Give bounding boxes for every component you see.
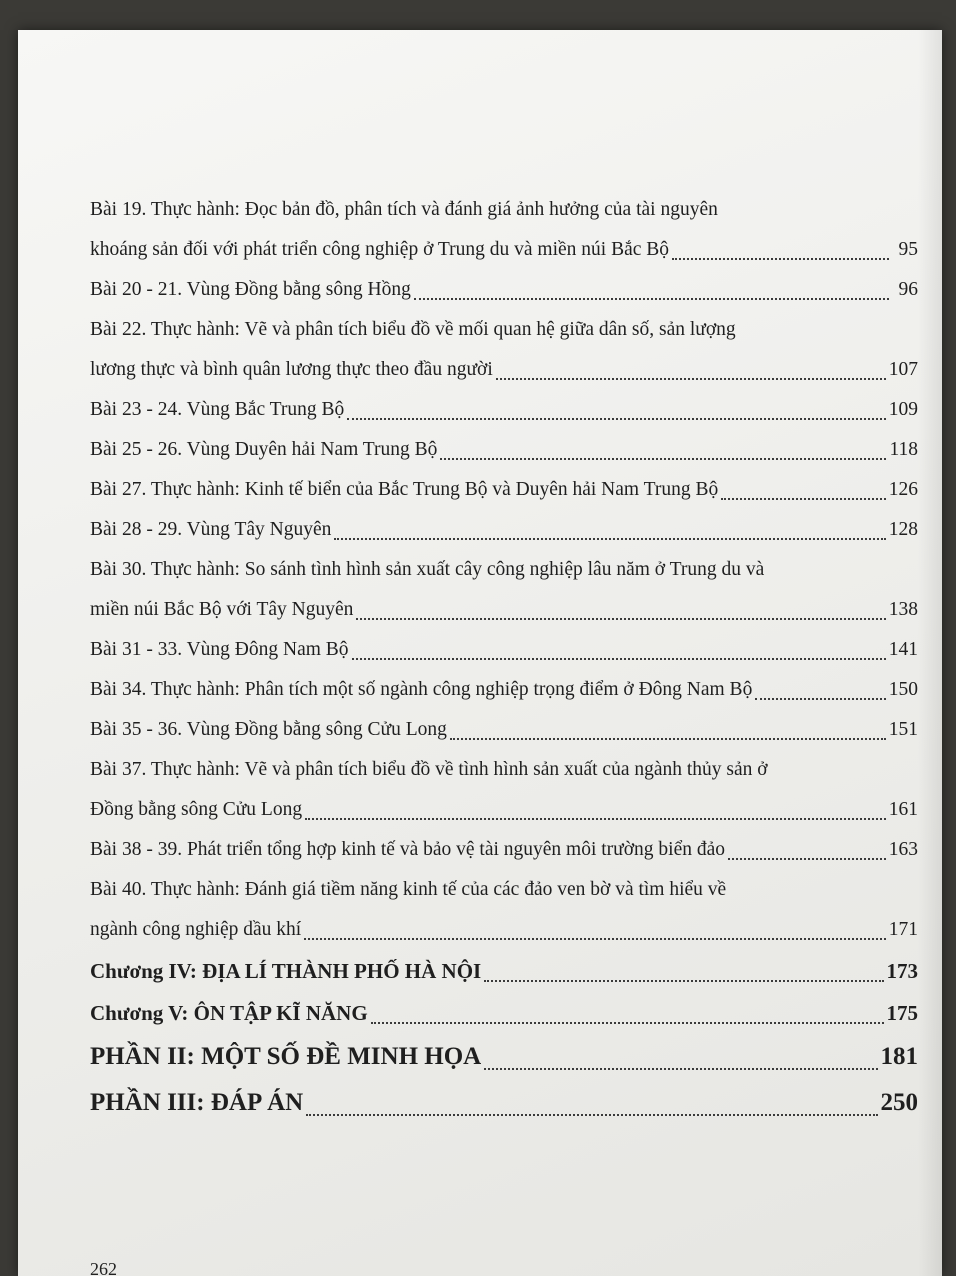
toc-part-title: PHẦN II: MỘT SỐ ĐỀ MINH HỌA (90, 1043, 482, 1070)
toc-entry-text: Bài 37. Thực hành: Vẽ và phân tích biểu đồ về tình hình sản xuất của ngành thủy sản ở (90, 759, 768, 780)
toc-page-number: 126 (888, 479, 918, 500)
dot-leader (305, 817, 886, 820)
dot-leader (721, 497, 886, 500)
toc-entry-text: Bài 30. Thực hành: So sánh tình hình sản xuất cây công nghiệp lâu năm ở Trung du và (90, 559, 765, 580)
toc-page-number: 141 (888, 639, 918, 660)
toc-entry-bai-20-21[interactable] (90, 270, 918, 310)
dot-leader (672, 257, 889, 260)
toc-page-number: 163 (888, 839, 918, 860)
toc-page-number: 173 (886, 959, 918, 983)
dot-leader (371, 1021, 884, 1024)
toc-entry-text: khoáng sản đối với phát triển công nghiệp ở Trung du và miền núi Bắc Bộ (90, 239, 670, 260)
toc-chapter-iv[interactable] (90, 950, 918, 992)
toc-entry-text: Bài 38 - 39. Phát triển tổng hợp kinh tế và bảo vệ tài nguyên môi trường biển đảo (90, 839, 726, 860)
toc-entry-bai-38-39[interactable] (90, 830, 918, 870)
toc-entry-bai-31-33[interactable] (90, 630, 918, 670)
toc-entry-text: Bài 22. Thực hành: Vẽ và phân tích biểu đồ về mối quan hệ giữa dân số, sản lượng (90, 319, 736, 340)
dot-leader (352, 657, 886, 660)
toc-page-number: 250 (880, 1089, 918, 1116)
dot-leader (306, 1113, 877, 1116)
dot-leader (347, 417, 886, 420)
toc-chapter-title: Chương IV: ĐỊA LÍ THÀNH PHỐ HÀ NỘI (90, 959, 482, 983)
toc-part-ii[interactable] (90, 1034, 918, 1080)
toc-entry-text: Bài 25 - 26. Vùng Duyên hải Nam Trung Bộ (90, 439, 438, 460)
toc-entry-bai-23-24[interactable] (90, 390, 918, 430)
toc-chapter-v[interactable] (90, 992, 918, 1034)
toc-entry-bai-22[interactable] (90, 310, 918, 390)
dot-leader (755, 697, 885, 700)
dot-leader (334, 537, 885, 540)
toc-entry-text: Bài 20 - 21. Vùng Đồng bằng sông Hồng (90, 279, 411, 300)
toc-entry-text: Bài 31 - 33. Vùng Đông Nam Bộ (90, 639, 349, 660)
toc-entry-text: Bài 23 - 24. Vùng Bắc Trung Bộ (90, 399, 345, 420)
toc-page-number: 138 (888, 599, 918, 620)
page-number: 262 (90, 1259, 117, 1276)
dot-leader (440, 457, 886, 460)
toc-entry-bai-40[interactable] (90, 870, 918, 950)
toc-entry-bai-28-29[interactable] (90, 510, 918, 550)
toc-page-number: 107 (888, 359, 918, 380)
toc-entry-bai-30[interactable] (90, 550, 918, 630)
toc-page-number: 109 (888, 399, 918, 420)
dot-leader (304, 937, 886, 940)
toc-page-number: 171 (888, 919, 918, 940)
toc-entry-text: lương thực và bình quân lương thực theo đầu người (90, 359, 493, 380)
toc-part-title: PHẦN III: ĐÁP ÁN (90, 1089, 304, 1116)
toc-page-number: 161 (888, 799, 918, 820)
toc-entry-text: Bài 34. Thực hành: Phân tích một số ngành công nghiệp trọng điểm ở Đông Nam Bộ (90, 679, 753, 700)
dot-leader (728, 857, 886, 860)
toc-entry-text: Bài 19. Thực hành: Đọc bản đồ, phân tích và đánh giá ảnh hưởng của tài nguyên (90, 199, 718, 220)
dot-leader (414, 297, 889, 300)
toc-page-number: 175 (886, 1001, 918, 1025)
toc-entry-text: Bài 35 - 36. Vùng Đồng bằng sông Cửu Long (90, 719, 447, 740)
dot-leader (496, 377, 886, 380)
toc-entry-text: ngành công nghiệp dầu khí (90, 919, 302, 940)
toc-entry-text: Bài 27. Thực hành: Kinh tế biển của Bắc Trung Bộ và Duyên hải Nam Trung Bộ (90, 479, 719, 500)
toc-entry-bai-27[interactable] (90, 470, 918, 510)
toc-entry-text: Bài 28 - 29. Vùng Tây Nguyên (90, 519, 332, 540)
toc-entry-text: Đồng bằng sông Cửu Long (90, 799, 303, 820)
dot-leader (484, 1067, 877, 1070)
toc-page-number: 118 (889, 439, 918, 460)
dot-leader (356, 617, 885, 620)
toc-page-number: 181 (880, 1043, 918, 1070)
toc-entry-text: Bài 40. Thực hành: Đánh giá tiềm năng kinh tế của các đảo ven bờ và tìm hiểu về (90, 879, 727, 900)
toc-entry-bai-35-36[interactable] (90, 710, 918, 750)
toc-entry-bai-34[interactable] (90, 670, 918, 710)
book-page (18, 30, 942, 1276)
toc-page-number: 128 (888, 519, 918, 540)
toc-entry-text: miền núi Bắc Bộ với Tây Nguyên (90, 599, 354, 620)
toc-part-iii[interactable] (90, 1080, 918, 1126)
toc-page-number: 151 (888, 719, 918, 740)
toc-page-number: 95 (898, 239, 918, 260)
toc-page-number: 150 (888, 679, 918, 700)
toc-entry-bai-37[interactable] (90, 750, 918, 830)
table-of-contents (90, 190, 918, 1126)
dot-leader (450, 737, 886, 740)
dot-leader (484, 979, 883, 982)
toc-entry-bai-25-26[interactable] (90, 430, 918, 470)
toc-chapter-title: Chương V: ÔN TẬP KĨ NĂNG (90, 1001, 368, 1025)
toc-entry-bai-19[interactable] (90, 190, 918, 270)
toc-page-number: 96 (898, 279, 918, 300)
